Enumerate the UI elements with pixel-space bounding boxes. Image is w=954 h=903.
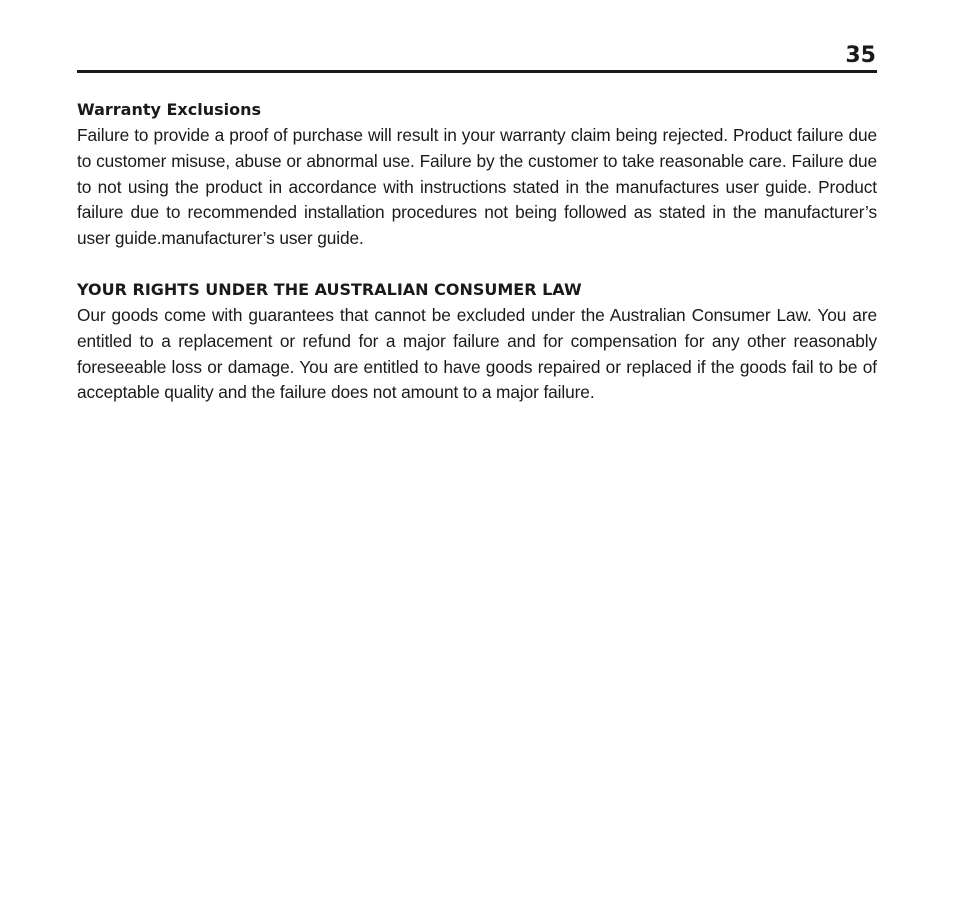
section-warranty-exclusions — [77, 97, 877, 252]
section-consumer-law — [77, 277, 877, 406]
page-content — [77, 97, 877, 431]
section-body: Failure to provide a proof of purchase will result in your warranty claim being rejected. Product failure due to customer misuse, abuse or abnormal use. Failure by the customer to take reasonable care. Failure due to not using the product in accordance with instructions stated in the manufactures user guide. Product failure due to recommended installation procedures not being followed as stated in the manufacturer’s user guide.manufacturer’s user guide. — [77, 125, 877, 249]
section-body: Our goods come with guarantees that cannot be excluded under the Australian Consumer Law. You are entitled to a replacement or refund for a major failure and for compensation for any other reasonably foreseeable loss or damage. You are entitled to have goods repaired or replaced if the goods fail to be of acceptable quality and the failure does not amount to a major failure. — [77, 304, 877, 403]
header-rule — [77, 70, 877, 73]
section-heading: YOUR RIGHTS UNDER THE AUSTRALIAN CONSUMER LAW — [77, 279, 582, 299]
section-heading: Warranty Exclusions — [77, 100, 262, 119]
page-number: 35 — [845, 43, 876, 68]
